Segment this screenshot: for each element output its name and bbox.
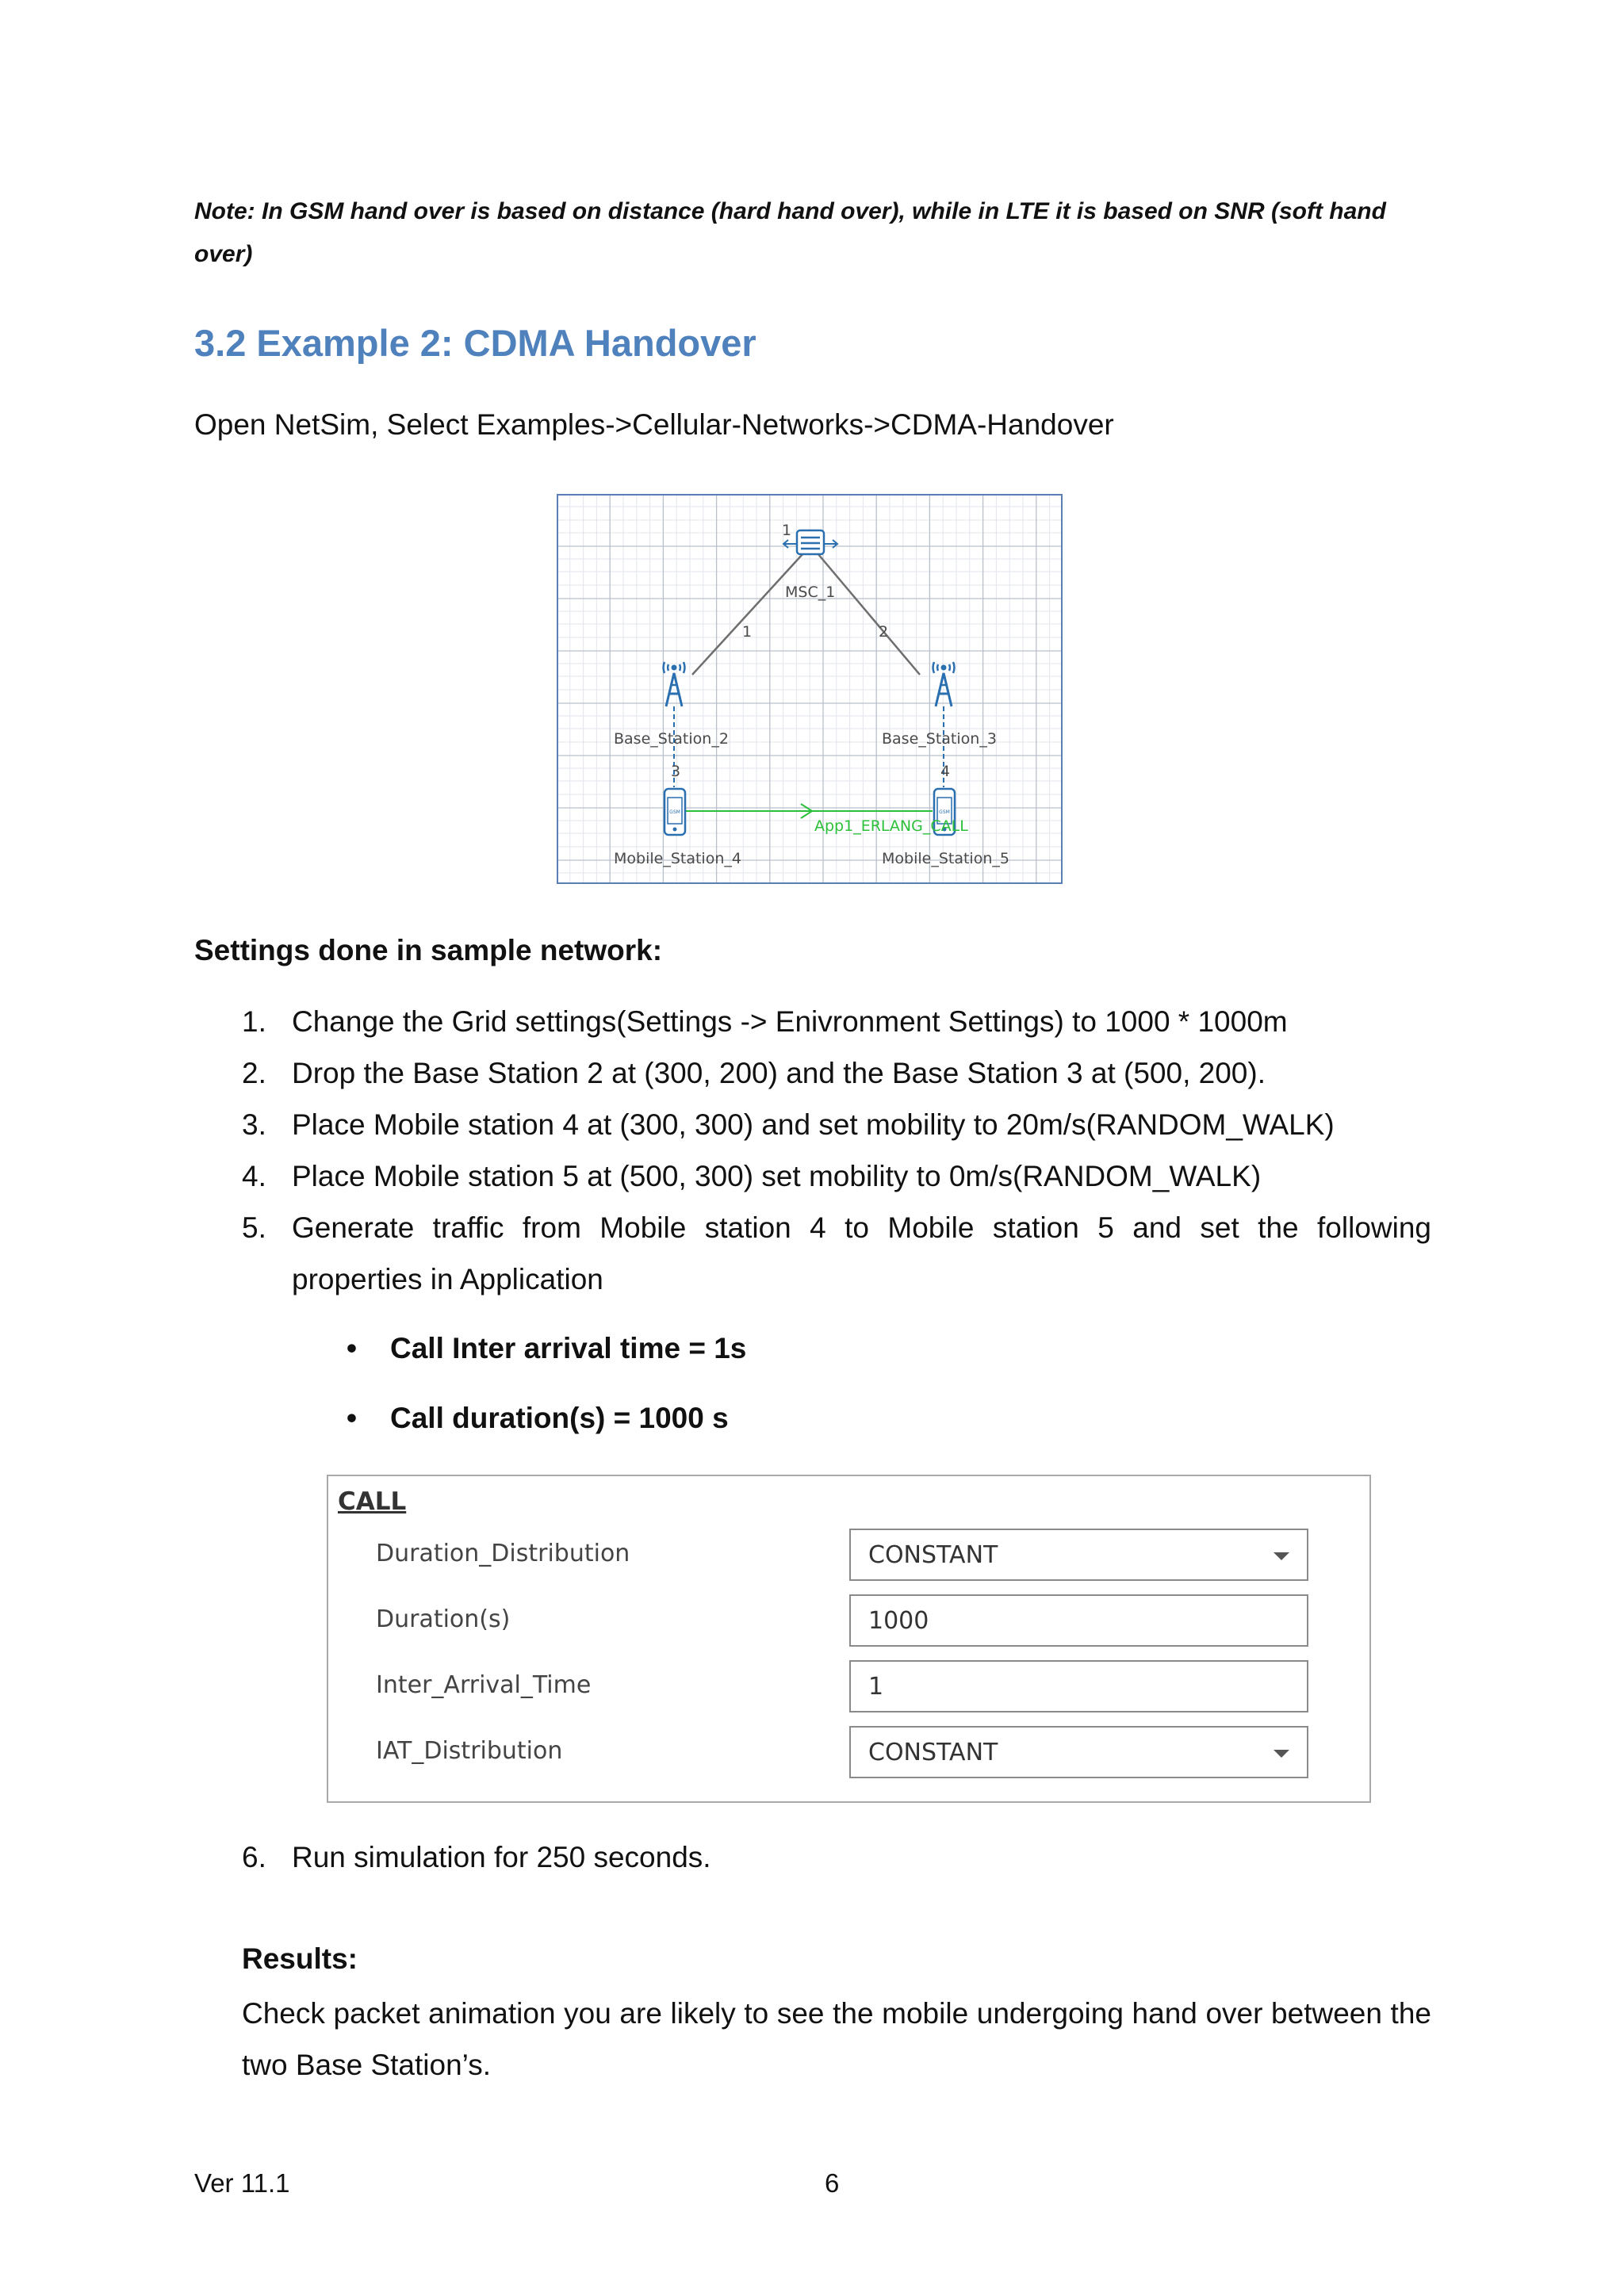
list-number: 1. bbox=[242, 1005, 266, 1038]
list-number: 6. bbox=[242, 1841, 266, 1873]
mobile-phone-icon bbox=[665, 789, 685, 835]
duration-input[interactable] bbox=[849, 1594, 1308, 1647]
link3-label: 3 bbox=[671, 763, 681, 780]
bs3-label: Base_Station_3 bbox=[882, 730, 997, 748]
intro-text: Open NetSim, Select Examples->Cellular-Networks->CDMA-Handover bbox=[194, 408, 1114, 441]
list-text: Change the Grid settings(Settings -> Enivronment Settings) to 1000 * 1000m bbox=[292, 1005, 1288, 1038]
results-title: Results: bbox=[242, 1942, 358, 1975]
bullet-dot: • bbox=[347, 1402, 357, 1434]
page-number: 6 bbox=[825, 2168, 840, 2198]
results-text: Check packet animation you are likely to see the mobile undergoing hand over between the two Base Station’s. bbox=[242, 1997, 1431, 2081]
footer-version: Ver 11.1 bbox=[194, 2168, 290, 2198]
link4-label: 4 bbox=[940, 763, 951, 780]
gsm-badge: GSM bbox=[669, 809, 680, 815]
panel-title: CALL bbox=[338, 1487, 407, 1516]
list-text: Place Mobile station 5 at (500, 300) set mobility to 0m/s(RANDOM_WALK) bbox=[292, 1160, 1262, 1192]
msc-link-number: 1 bbox=[782, 522, 792, 539]
field-value: 1 bbox=[868, 1673, 884, 1701]
list-number: 4. bbox=[242, 1160, 266, 1192]
list-number: 5. bbox=[242, 1211, 266, 1244]
field-value: CONSTANT bbox=[868, 1541, 998, 1569]
settings-title: Settings done in sample network: bbox=[194, 934, 663, 966]
field-value: CONSTANT bbox=[868, 1739, 998, 1766]
note-text: Note: In GSM hand over is based on distance (hard hand over), while in LTE it is based on SNR (soft hand over) bbox=[194, 198, 1386, 267]
ms4-label: Mobile_Station_4 bbox=[614, 850, 741, 867]
list-text: Place Mobile station 4 at (300, 300) and set mobility to 20m/s(RANDOM_WALK) bbox=[292, 1108, 1335, 1141]
list-number: 2. bbox=[242, 1057, 266, 1089]
call-properties-panel bbox=[327, 1475, 1371, 1803]
field-value: 1000 bbox=[868, 1607, 929, 1635]
inter-arrival-time-input[interactable] bbox=[849, 1660, 1308, 1712]
chevron-down-icon bbox=[1274, 1552, 1289, 1560]
bullet-dot: • bbox=[347, 1332, 357, 1364]
field-label: Inter_Arrival_Time bbox=[376, 1671, 592, 1699]
app-label: App1_ERLANG_CALL bbox=[814, 817, 968, 835]
msc-label: MSC_1 bbox=[785, 584, 836, 601]
bullet-text: Call Inter arrival time = 1s bbox=[390, 1332, 747, 1364]
field-label: IAT_Distribution bbox=[376, 1737, 563, 1765]
list-number: 3. bbox=[242, 1108, 266, 1141]
ms5-label: Mobile_Station_5 bbox=[882, 850, 1009, 867]
iat-distribution-select[interactable] bbox=[849, 1726, 1308, 1778]
list-text: Generate traffic from Mobile station 4 to Mobile station 5 and set the following properties in Application bbox=[292, 1211, 1431, 1295]
duration-distribution-select[interactable] bbox=[849, 1529, 1308, 1581]
list-text: Run simulation for 250 seconds. bbox=[292, 1841, 711, 1873]
link1-label: 1 bbox=[742, 623, 753, 641]
list-text: Drop the Base Station 2 at (300, 200) and the Base Station 3 at (500, 200). bbox=[292, 1057, 1266, 1089]
field-label: Duration(s) bbox=[376, 1605, 511, 1633]
bs2-label: Base_Station_2 bbox=[614, 730, 729, 748]
network-diagram bbox=[557, 494, 1063, 884]
gsm-badge: GSM bbox=[939, 809, 950, 815]
bullet-text: Call duration(s) = 1000 s bbox=[390, 1402, 729, 1434]
field-label: Duration_Distribution bbox=[376, 1540, 630, 1567]
section-heading: 3.2 Example 2: CDMA Handover bbox=[194, 322, 756, 364]
link2-label: 2 bbox=[879, 623, 889, 641]
chevron-down-icon bbox=[1274, 1750, 1289, 1758]
